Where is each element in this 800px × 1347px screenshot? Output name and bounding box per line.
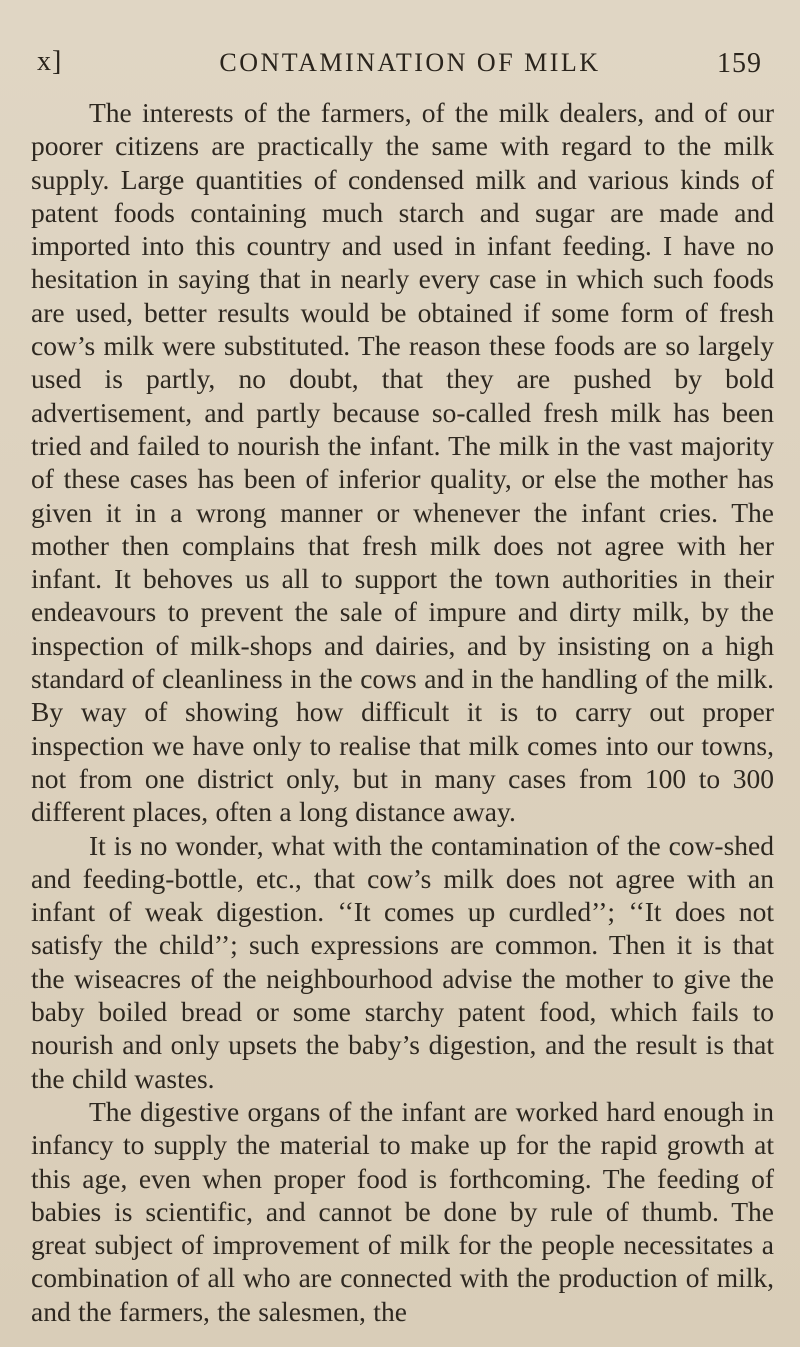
chapter-marker: x] (37, 46, 63, 77)
paragraph-1: The interests of the farmers, of the milk dealers, and of our poorer citizens are practically the same with regard to the milk supply. Large quantities of condensed milk and various kinds of patent foods containing much starch and sugar are made and imported into this country and used in infant feeding. I have no hesitation in saying that in nearly every case in which such foods are used, better results would be obtained if some form of fresh cow’s milk were substituted. The reason these foods are so largely used is partly, no doubt, that they are pushed by bold advertisement, and partly because so-called fresh milk has been tried and failed to nourish the infant. The milk in the vast majority of these cases has been of inferior quality, or else the mother has given it in a wrong manner or whenever the infant cries. The mother then complains that fresh milk does not agree with her infant. It behoves us all to support the town authorities in their endeavours to prevent the sale of impure and dirty milk, by the inspection of milk-shops and dairies, and by insisting on a high standard of cleanliness in the cows and in the handling of the milk. By way of showing how difficult it is to carry out proper inspection we have only to realise that milk comes into our towns, not from one district only, but in many cases from 100 to 300 different places, often a long distance away. (31, 97, 774, 828)
paragraph-2: It is no wonder, what with the contamination of the cow-shed and feeding-bottle, etc., that cow’s milk does not agree with an infant of weak digestion. ‘‘It comes up curdled’’; ‘‘It does not satisfy the child’’; such expressions are common. Then it is that the wiseacres of the neighbourhood advise the mother to give the baby boiled bread or some starchy patent food, which fails to nourish and only upsets the baby’s digestion, and the result is that the child wastes. (31, 829, 774, 1094)
paragraph-3: The digestive organs of the infant are worked hard enough in infancy to supply the material to make up for the rapid growth at this age, even when proper food is forthcoming. The feeding of babies is scientific, and cannot be done by rule of thumb. The great subject of improvement of milk for the people necessitates a combination of all who are connected with the production of milk, and the farmers, the salesmen, the (31, 1095, 774, 1327)
page-header (0, 46, 800, 86)
running-title: CONTAMINATION OF MILK (219, 48, 601, 77)
body-text (31, 96, 774, 1328)
page-number: 159 (717, 48, 762, 79)
